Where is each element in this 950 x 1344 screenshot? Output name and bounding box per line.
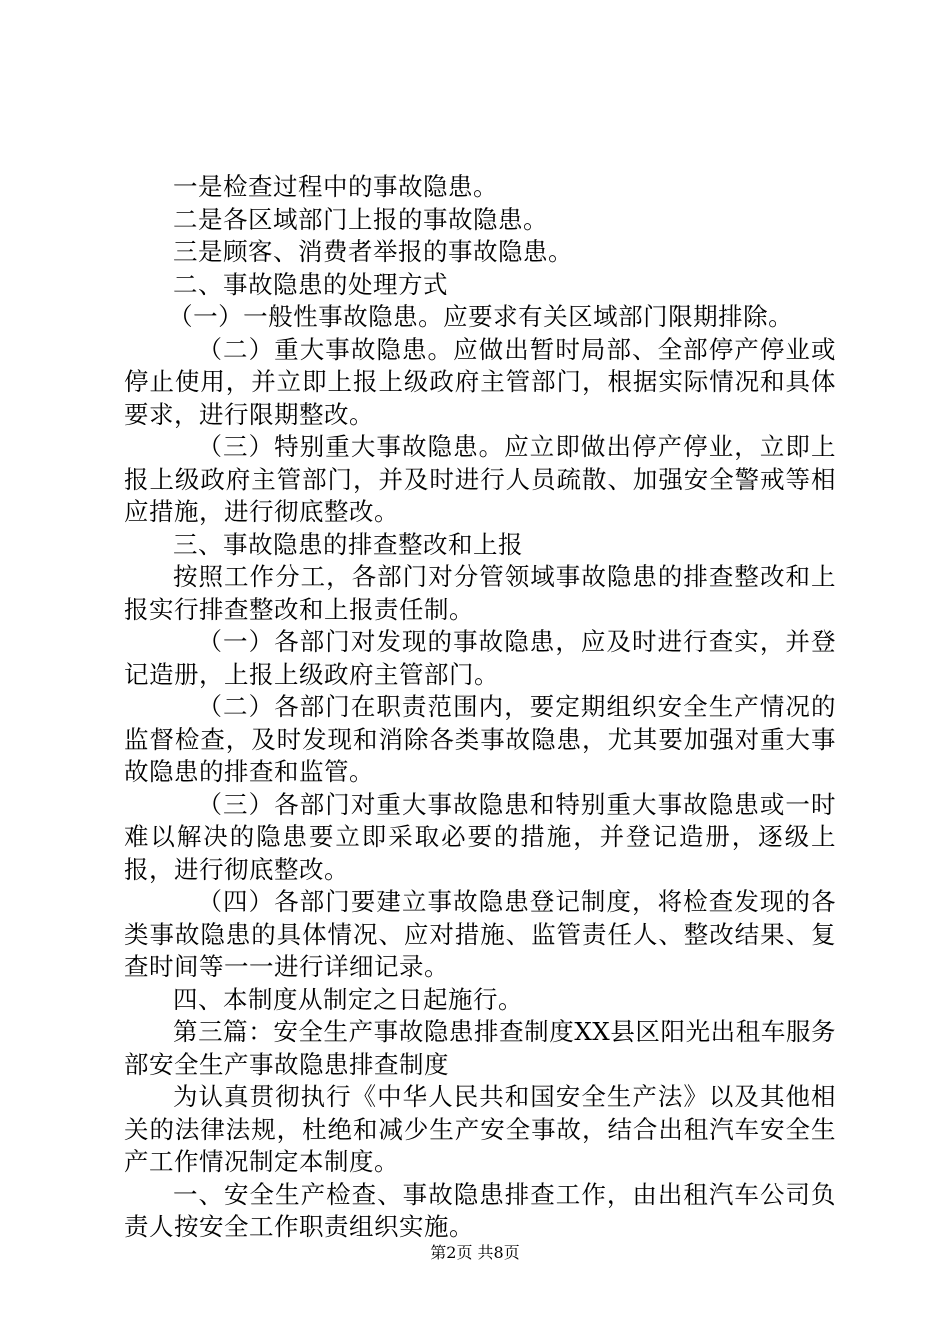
paragraph: 二是各区域部门上报的事故隐患。 [173, 204, 548, 234]
paragraph: （一）一般性事故隐患。应要求有关区域部门限期排除。 [168, 302, 794, 331]
section-heading: 三、事故隐患的排查整改和上报 [173, 529, 523, 559]
paragraph: （四）各部门要建立事故隐患登记制度，将检查发现的各类事故隐患的具体情况、应对措施、监管责任人、整改结果、复查时间等一一进行详细记录。 [124, 887, 836, 981]
section-heading: 二、事故隐患的处理方式 [173, 269, 448, 299]
paragraph: 按照工作分工，各部门对分管领域事故隐患的排查整改和上报实行排查整改和上报责任制。 [124, 562, 836, 624]
paragraph: 一、安全生产检查、事故隐患排查工作，由出租汽车公司负责人按安全工作职责组织实施。 [124, 1179, 836, 1241]
paragraph: 为认真贯彻执行《中华人民共和国安全生产法》以及其他相关的法律法规，杜绝和减少生产安全事故，结合出租汽车安全生产工作情况制定本制度。 [124, 1082, 836, 1176]
document-body [124, 171, 836, 1244]
paragraph: （二）重大事故隐患。应做出暂时局部、全部停产停业或停止使用，并立即上报上级政府主管部门，根据实际情况和具体要求，进行限期整改。 [124, 334, 836, 429]
paragraph: （三）特别重大事故隐患。应立即做出停产停业，立即上报上级政府主管部门，并及时进行人员疏散、加强安全警戒等相应措施，进行彻底整改。 [124, 432, 836, 526]
paragraph: （一）各部门对发现的事故隐患，应及时进行查实，并登记造册，上报上级政府主管部门。 [124, 627, 836, 689]
paragraph: （三）各部门对重大事故隐患和特别重大事故隐患或一时难以解决的隐患要立即采取必要的措施，并登记造册，逐级上报，进行彻底整改。 [124, 789, 836, 884]
page-number: 第2页 共8页 [430, 1243, 520, 1262]
section-heading: 四、本制度从制定之日起施行。 [173, 984, 523, 1014]
chapter-title: 第三篇：安全生产事故隐患排查制度XX县区阳光出租车服务部安全生产事故隐患排查制度 [124, 1017, 836, 1079]
paragraph: 三是顾客、消费者举报的事故隐患。 [173, 237, 573, 266]
paragraph: （二）各部门在职责范围内，要定期组织安全生产情况的监督检查，及时发现和消除各类事故隐患，尤其要加强对重大事故隐患的排查和监管。 [124, 692, 836, 786]
paragraph: 一是检查过程中的事故隐患。 [173, 172, 498, 201]
